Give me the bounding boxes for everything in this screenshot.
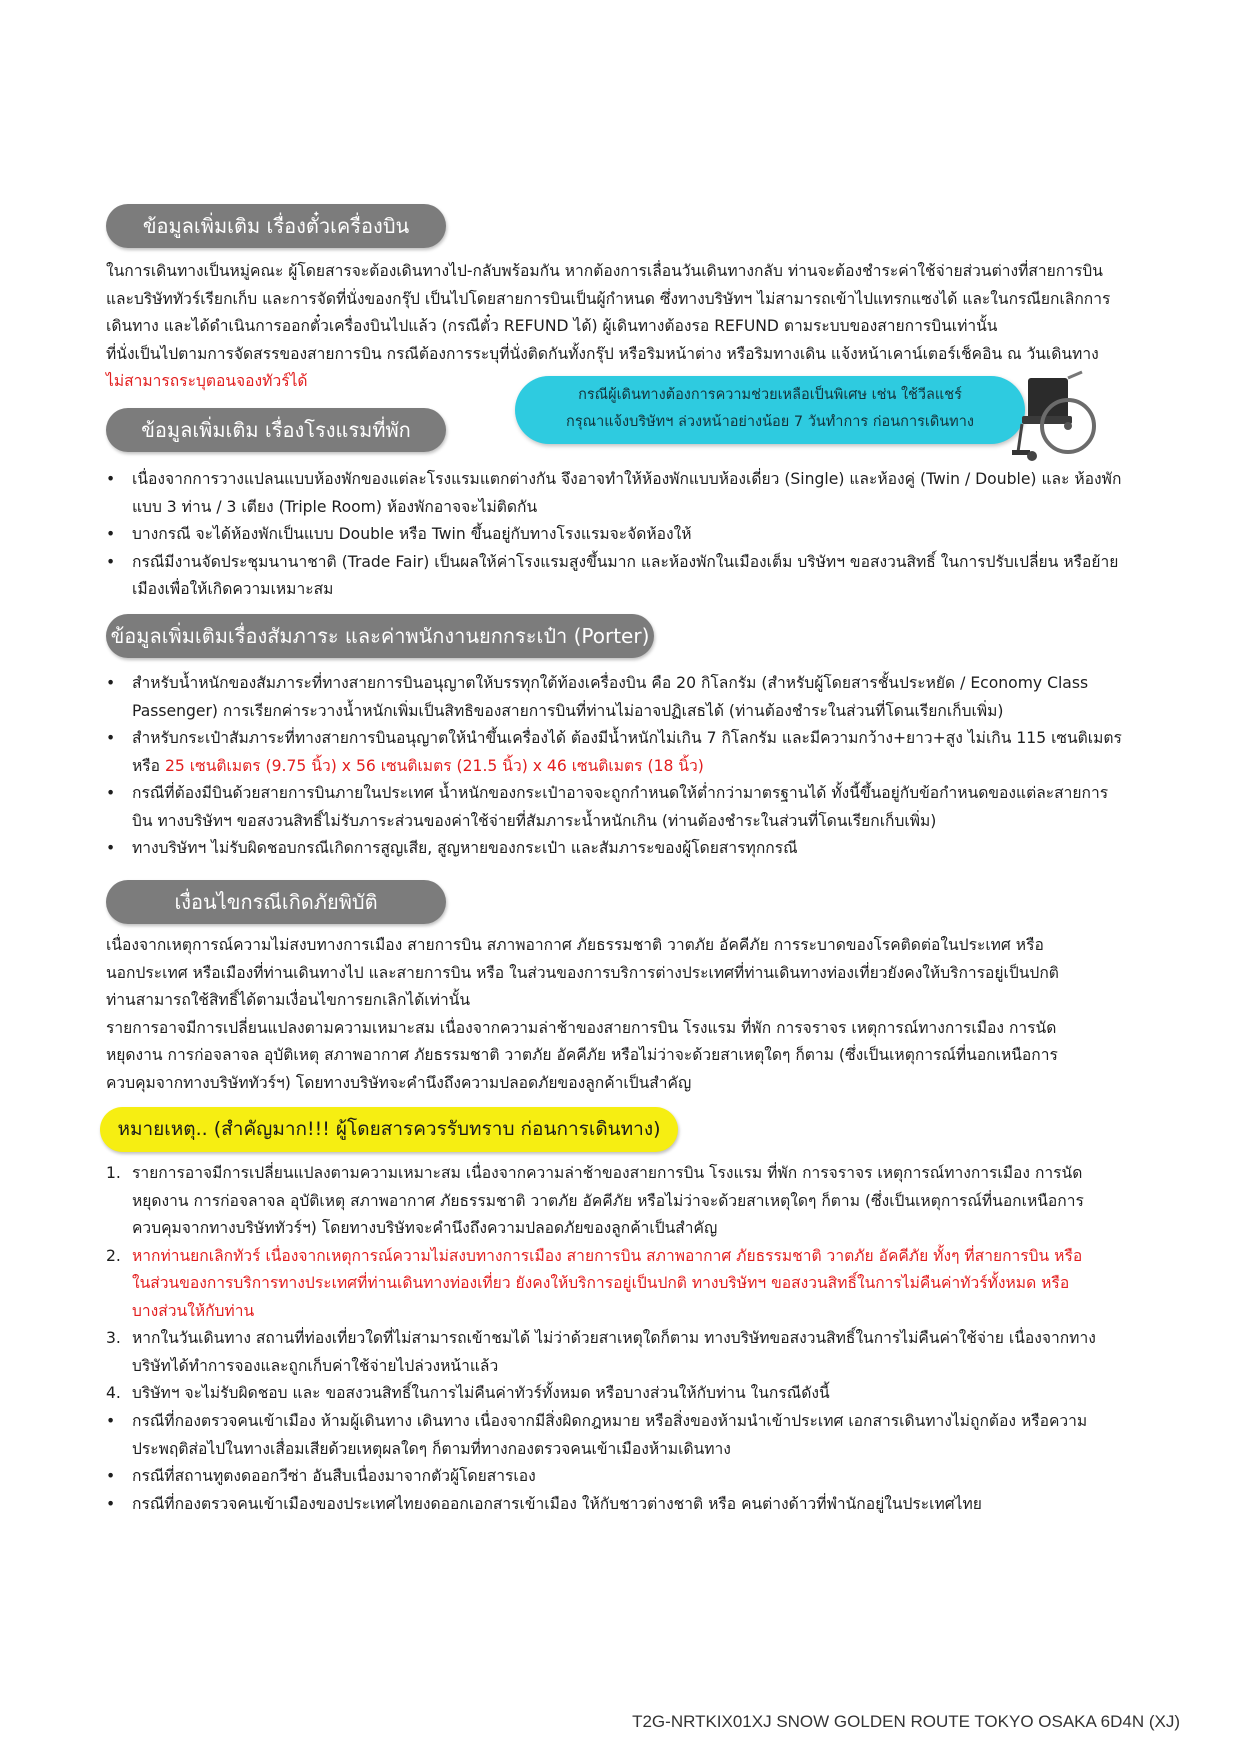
- footer-code: T2G-NRTKIX01XJ SNOW GOLDEN ROUTE TOKYO OSAKA 6D4N (XJ): [632, 1712, 1180, 1731]
- wheelchair-icon: [1010, 368, 1100, 463]
- ticket-paragraph: [106, 258, 1136, 396]
- list-item: • สำหรับน้ำหนักของสัมภาระที่ทางสายการบินอนุญาตให้บรรทุกใต้ท้องเครื่องบิน คือ 20 กิโลกรัม (สำหรับผู้โดยสารชั้นประหยัด / Economy Class Passenger) การเรียกค่าระวางน้ำหนักเพิ่มเป็นสิทธิของสายการบินที่ท่านไม่อาจปฏิเสธได้ (ท่านต้องชำระในส่วนที่โดนเรียกเก็บเพิ่ม): [106, 670, 1146, 725]
- list-item: • เนื่องจากการวางแปลนแบบห้องพักของแต่ละโรงแรมแตกต่างกัน จึงอาจทำให้ห้องพักแบบห้องเดี่ยว (Single) และห้องคู่ (Twin / Double) และ ห้องพัก แบบ 3 ท่าน / 3 เตียง (Triple Room) ห้องพักอาจจะไม่ติดกัน: [106, 466, 1146, 521]
- bullet-icon: [106, 725, 126, 753]
- luggage-list: [106, 670, 1146, 863]
- ticket-line: เดินทาง และได้ดำเนินการออกตั๋วเครื่องบินไปแล้ว (กรณีตั๋ว REFUND ได้) ผู้เดินทางต้องรอ REFUND ตามระบบของสายการบินเท่านั้น: [106, 317, 998, 335]
- list-item: • กรณีที่กองตรวจคนเข้าเมือง ห้ามผู้เดินทาง เดินทาง เนื่องจากมีสิ่งผิดกฎหมาย หรือสิ่งของห้ามนำเข้าประเทศ เอกสารเดินทางไม่ถูกต้อง หรือความ ประพฤติส่อไปในทางเสื่อมเสียด้วยเหตุผลใดๆ ก็ตามที่ทางกองตรวจคนเข้าเมืองห้ามเดินทาง: [106, 1408, 1146, 1463]
- list-item: 4. บริษัทฯ จะไม่รับผิดชอบ และ ขอสงวนสิทธิ์ในการไม่คืนค่าทัวร์ทั้งหมด หรือบางส่วนให้กับท่าน ในกรณีดังนี้: [106, 1384, 830, 1402]
- callout-line: กรณีผู้เดินทางต้องการความช่วยเหลือเป็นพิเศษ เช่น ใช้วีลแชร์: [578, 387, 962, 403]
- important-note-heading: หมายเหตุ.. (สำคัญมาก!!! ผู้โดยสารควรรับทราบ ก่อนการเดินทาง): [100, 1107, 678, 1152]
- notes-bullet-list: [106, 1408, 1146, 1518]
- bullet-icon: [106, 780, 126, 808]
- bullet-icon: [106, 521, 126, 549]
- hotel-heading: ข้อมูลเพิ่มเติม เรื่องโรงแรมที่พัก: [106, 408, 446, 452]
- callout-line: กรุณาแจ้งบริษัทฯ ล่วงหน้าอย่างน้อย 7 วันทำการ ก่อนการเดินทาง: [566, 414, 974, 430]
- ticket-red-line: ไม่สามารถระบุตอนจองทัวร์ได้: [106, 372, 308, 390]
- disaster-paragraph: เนื่องจากเหตุการณ์ความไม่สงบทางการเมือง สายการบิน สภาพอากาศ ภัยธรรมชาติ วาตภัย อัคคีภัย การระบาดของโรคติดต่อในประเทศ หรือ นอกประเทศ หรือเมืองที่ท่านเดินทางไป และสายการบิน หรือ ในส่วนของการบริการต่างประเทศที่ท่านเดินทางท่องเที่ยวยังคงให้บริการอยู่เป็นปกติ ท่านสามารถใช้สิทธิ์ได้ตามเงื่อนไขการยกเลิกได้เท่านั้น รายการอาจมีการเปลี่ยนแปลงตามความเหมาะสม เนื่องจากความล่าช้าของสายการบิน โรงแรม ที่พัก การจราจร เหตุการณ์ทางการเมือง การนัด หยุดงาน การก่อจลาจล อุบัติเหตุ สภาพอากาศ ภัยธรรมชาติ วาตภัย อัคคีภัย หรือไม่ว่าจะด้วยสาเหตุใดๆ ก็ตาม (ซึ่งเป็นเหตุการณ์ที่นอกเหนือการ ควบคุมจากทางบริษัททัวร์ฯ) โดยทางบริษัทจะคำนึงถึงความปลอดภัยของลูกค้าเป็นสำคัญ: [106, 936, 1059, 1092]
- ticket-line: และบริษัททัวร์เรียกเก็บ และการจัดที่นั่งของกรุ๊ป เป็นไปโดยสายการบินเป็นผู้กำหนด ซึ่งทางบริษัทฯ ไม่สามารถเข้าไปแทรกแซงได้ และในกรณียกเลิกการ: [106, 289, 1111, 308]
- bullet-icon: [106, 466, 126, 494]
- notes-list: [106, 1160, 1146, 1408]
- disaster-heading: เงื่อนไขกรณีเกิดภัยพิบัติ: [106, 880, 446, 924]
- ticket-line: ที่นั่งเป็นไปตามการจัดสรรของสายการบิน กรณีต้องการระบุที่นั่งติดกันทั้งกรุ๊ป หรือริมหน้าต่าง หรือริมทางเดิน แจ้งหน้าเคาน์เตอร์เช็คอิน ณ วันเดินทาง: [106, 344, 1099, 363]
- list-item: 2. หากท่านยกเลิกทัวร์ เนื่องจากเหตุการณ์ความไม่สงบทางการเมือง สายการบิน สภาพอากาศ ภัยธรรมชาติ วาตภัย อัคคีภัย ทั้งๆ ที่สายการบิน หรือ ในส่วนของการบริการทางประเทศที่ท่านเดินทางท่องเที่ยว ยังคงให้บริการอยู่เป็นปกติ ทางบริษัทฯ ขอสงวนสิทธิ์ในการไม่คืนค่าทัวร์ทั้งหมด หรือ บางส่วนให้กับท่าน: [106, 1246, 1083, 1320]
- list-item: • สำหรับกระเป๋าสัมภาระที่ทางสายการบินอนุญาตให้นำขึ้นเครื่องได้ ต้องมีน้ำหนักไม่เกิน 7 กิโลกรัม และมีความกว้าง+ยาว+สูง ไม่เกิน 115 เซนติเมตร หรือ 25 เซนติเมตร (9.75 นิ้ว) x 56 เซนติเมตร (21.5 นิ้ว) x 46 เซนติเมตร (18 นิ้ว): [106, 725, 1146, 780]
- bullet-icon: [106, 1408, 126, 1436]
- bullet-icon: [106, 1491, 126, 1519]
- list-item: 1. รายการอาจมีการเปลี่ยนแปลงตามความเหมาะสม เนื่องจากความล่าช้าของสายการบิน โรงแรม ที่พัก การจราจร เหตุการณ์ทางการเมือง การนัด หยุดงาน การก่อจลาจล อุบัติเหตุ สภาพอากาศ ภัยธรรมชาติ วาตภัย อัคคีภัย หรือไม่ว่าจะด้วยสาเหตุใดๆ ก็ตาม (ซึ่งเป็นเหตุการณ์ที่นอกเหนือการ ควบคุมจากทางบริษัททัวร์ฯ) โดยทางบริษัทจะคำนึงถึงความปลอดภัยของลูกค้าเป็นสำคัญ: [106, 1164, 1084, 1237]
- bullet-icon: [106, 835, 126, 863]
- bullet-icon: [106, 549, 126, 577]
- bullet-icon: [106, 670, 126, 698]
- ticket-line: ในการเดินทางเป็นหมู่คณะ ผู้โดยสารจะต้องเดินทางไป-กลับพร้อมกัน หากต้องการเลื่อนวันเดินทางกลับ ท่านจะต้องชำระค่าใช้จ่ายส่วนต่างที่สายการบิน: [106, 262, 1103, 280]
- list-item: • กรณีที่กองตรวจคนเข้าเมืองของประเทศไทยงดออกเอกสารเข้าเมือง ให้กับชาวต่างชาติ หรือ คนต่างด้าวที่พำนักอยู่ในประเทศไทย: [106, 1491, 1146, 1519]
- list-item: 3. หากในวันเดินทาง สถานที่ท่องเที่ยวใดที่ไม่สามารถเข้าชมได้ ไม่ว่าด้วยสาเหตุใดก็ตาม ทางบริษัทขอสงวนสิทธิ์ในการไม่คืนค่าใช้จ่าย เนื่องจากทาง บริษัทได้ทำการจองและถูกเก็บค่าใช้จ่ายไปล่วงหน้าแล้ว: [106, 1329, 1096, 1375]
- bullet-icon: [106, 1463, 126, 1491]
- list-item: • กรณีที่สถานทูตงดออกวีซ่า อันสืบเนื่องมาจากตัวผู้โดยสารเอง: [106, 1463, 1146, 1491]
- list-item: • บางกรณี จะได้ห้องพักเป็นแบบ Double หรือ Twin ขึ้นอยู่กับทางโรงแรมจะจัดห้องให้: [106, 521, 1146, 549]
- luggage-heading: ข้อมูลเพิ่มเติมเรื่องสัมภาระ และค่าพนักงานยกกระเป๋า (Porter): [106, 614, 654, 658]
- hotel-list: [106, 466, 1146, 604]
- special-assistance-callout: [515, 376, 1025, 444]
- carry-on-dimensions: 25 เซนติเมตร (9.75 นิ้ว) x 56 เซนติเมตร (21.5 นิ้ว) x 46 เซนติเมตร (18 นิ้ว): [164, 756, 704, 775]
- list-item: • กรณีมีงานจัดประชุมนานาชาติ (Trade Fair) เป็นผลให้ค่าโรงแรมสูงขึ้นมาก และห้องพักในเมืองเต็ม บริษัทฯ ขอสงวนสิทธิ์ ในการปรับเปลี่ยน หรือย้าย เมืองเพื่อให้เกิดความเหมาะสม: [106, 549, 1146, 604]
- list-item: • ทางบริษัทฯ ไม่รับผิดชอบกรณีเกิดการสูญเสีย, สูญหายของกระเป๋า และสัมภาระของผู้โดยสารทุกกรณี: [106, 835, 1146, 863]
- ticket-heading: ข้อมูลเพิ่มเติม เรื่องตั๋วเครื่องบิน: [106, 204, 446, 248]
- list-item: • กรณีที่ต้องมีบินด้วยสายการบินภายในประเทศ น้ำหนักของกระเป๋าอาจจะถูกกำหนดให้ต่ำกว่ามาตรฐานได้ ทั้งนี้ขึ้นอยู่กับข้อกำหนดของแต่ละสายการ บิน ทางบริษัทฯ ขอสงวนสิทธิ์ไม่รับภาระส่วนของค่าใช้จ่ายที่สัมภาระน้ำหนักเกิน (ท่านต้องชำระในส่วนที่โดนเรียกเก็บเพิ่ม): [106, 780, 1146, 835]
